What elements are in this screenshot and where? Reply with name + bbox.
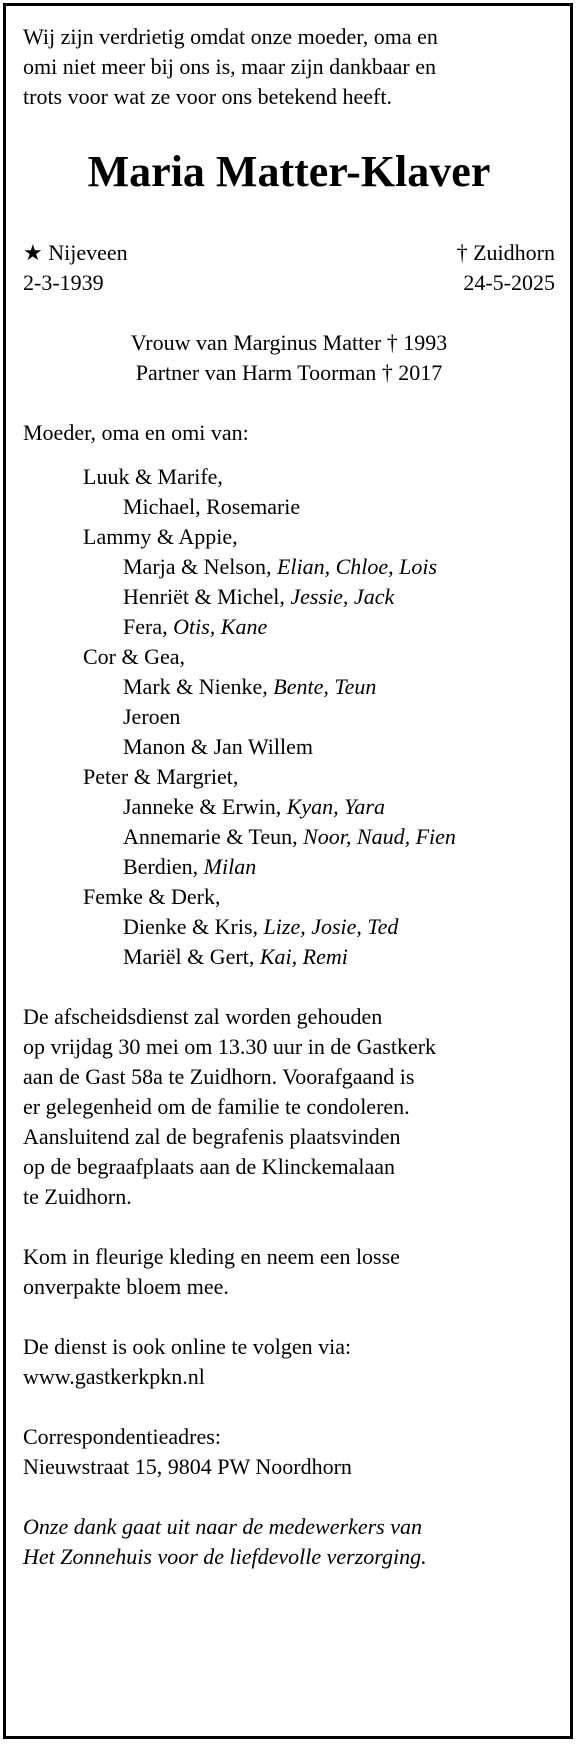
great-grandchildren: Jessie, Jack (290, 584, 395, 609)
service-line: De afscheidsdienst zal worden gehouden (23, 1004, 383, 1029)
grandchild-row (83, 582, 555, 612)
intro-line: omi niet meer bij ons is, maar zijn dankbaar en (23, 54, 436, 79)
grandchild-name: Annemarie & Teun, (123, 824, 304, 849)
service-line: Aansluitend zal de begrafenis plaatsvinden (23, 1124, 401, 1149)
grandchild-row (83, 552, 555, 582)
great-grandchildren: Noor, Naud, Fien (303, 824, 456, 849)
family-list (23, 462, 555, 972)
great-grandchildren: Bente, Teun (273, 674, 377, 699)
family-couple: Lammy & Appie, (83, 524, 238, 549)
grandchild-name: Fera, (123, 614, 174, 639)
closing-line: Onze dank gaat uit naar de medewerkers van (23, 1514, 422, 1539)
service-line: aan de Gast 58a te Zuidhorn. Voorafgaand is (23, 1064, 415, 1089)
service-line: op de begraafplaats aan de Klinckemalaan (23, 1154, 395, 1179)
grandchild-name: Dienke & Kris, (123, 914, 264, 939)
great-grandchildren: Kyan, Yara (286, 794, 385, 819)
life-dates (23, 238, 555, 298)
grandchild-row (83, 822, 555, 852)
spouses (23, 328, 555, 388)
grandchild-name: Janneke & Erwin, (123, 794, 287, 819)
family-couple: Cor & Gea, (83, 644, 186, 669)
grandchild-row (83, 912, 555, 942)
grandchild-name: Mariël & Gert, (123, 944, 260, 969)
closing-thanks (23, 1512, 555, 1572)
correspondence-label: Correspondentieadres: (23, 1424, 221, 1449)
grandchild-name: Jeroen (123, 704, 181, 729)
dress-note (23, 1242, 555, 1302)
grandchild-row (83, 612, 555, 642)
service-line: te Zuidhorn. (23, 1184, 132, 1209)
birth-date: 2-3-1939 (23, 270, 104, 295)
grandchild-row (83, 852, 555, 882)
great-grandchildren: Elian, Chloe, Lois (276, 554, 438, 579)
grandchild-row (83, 702, 555, 732)
correspondence-line: Nieuwstraat 15, 9804 PW Noordhorn (23, 1454, 352, 1479)
grandchild-name: Manon & Jan Willem (123, 734, 313, 759)
great-grandchildren: Lize, Josie, Ted (263, 914, 399, 939)
birth-info (23, 238, 128, 298)
great-grandchildren: Otis, Kane (173, 614, 268, 639)
online-line: De dienst is ook online te volgen via: (23, 1334, 352, 1359)
family-couple: Femke & Derk, (83, 884, 221, 909)
birth-place: ★ Nijeveen (23, 240, 128, 265)
correspondence-address (23, 1422, 555, 1482)
dress-line: onverpakte bloem mee. (23, 1274, 229, 1299)
grandchild-name: Marja & Nelson, (123, 554, 277, 579)
intro-text (23, 22, 555, 112)
family-couple: Luuk & Marife, (83, 464, 223, 489)
service-line: op vrijdag 30 mei om 13.30 uur in de Gastkerk (23, 1034, 437, 1059)
grandchild-row (83, 942, 555, 972)
grandchild-name: Berdien, (123, 854, 204, 879)
intro-line: trots voor wat ze voor ons betekend heeft. (23, 84, 392, 109)
grandchild-row (83, 672, 555, 702)
grandchild-name: Michael, Rosemarie (123, 494, 301, 519)
death-info (457, 238, 555, 298)
grandchild-row (83, 492, 555, 522)
announcement-content (23, 22, 555, 1572)
death-place: † Zuidhorn (456, 240, 555, 265)
service-info (23, 1002, 555, 1212)
intro-line: Wij zijn verdrietig omdat onze moeder, oma en (23, 24, 438, 49)
closing-line: Het Zonnehuis voor de liefdevolle verzorging. (23, 1544, 427, 1569)
dress-line: Kom in fleurige kleding en neem een losse (23, 1244, 400, 1269)
grandchild-row (83, 792, 555, 822)
family-couple: Peter & Margriet, (83, 764, 239, 789)
online-note (23, 1332, 555, 1392)
service-line: er gelegenheid om de familie te condoleren. (23, 1094, 410, 1119)
spouse-line: Partner van Harm Toorman † 2017 (135, 360, 443, 385)
great-grandchildren: Kai, Remi (259, 944, 348, 969)
family-intro: Moeder, oma en omi van: (23, 420, 249, 445)
great-grandchildren: Milan (203, 854, 257, 879)
online-url: www.gastkerkpkn.nl (23, 1364, 205, 1389)
death-date: 24-5-2025 (463, 270, 555, 295)
spouse-line: Vrouw van Marginus Matter † 1993 (130, 330, 448, 355)
deceased-name: Maria Matter-Klaver (87, 147, 491, 196)
grandchild-name: Henriët & Michel, (123, 584, 291, 609)
grandchild-name: Mark & Nienke, (123, 674, 274, 699)
grandchild-row (83, 732, 555, 762)
